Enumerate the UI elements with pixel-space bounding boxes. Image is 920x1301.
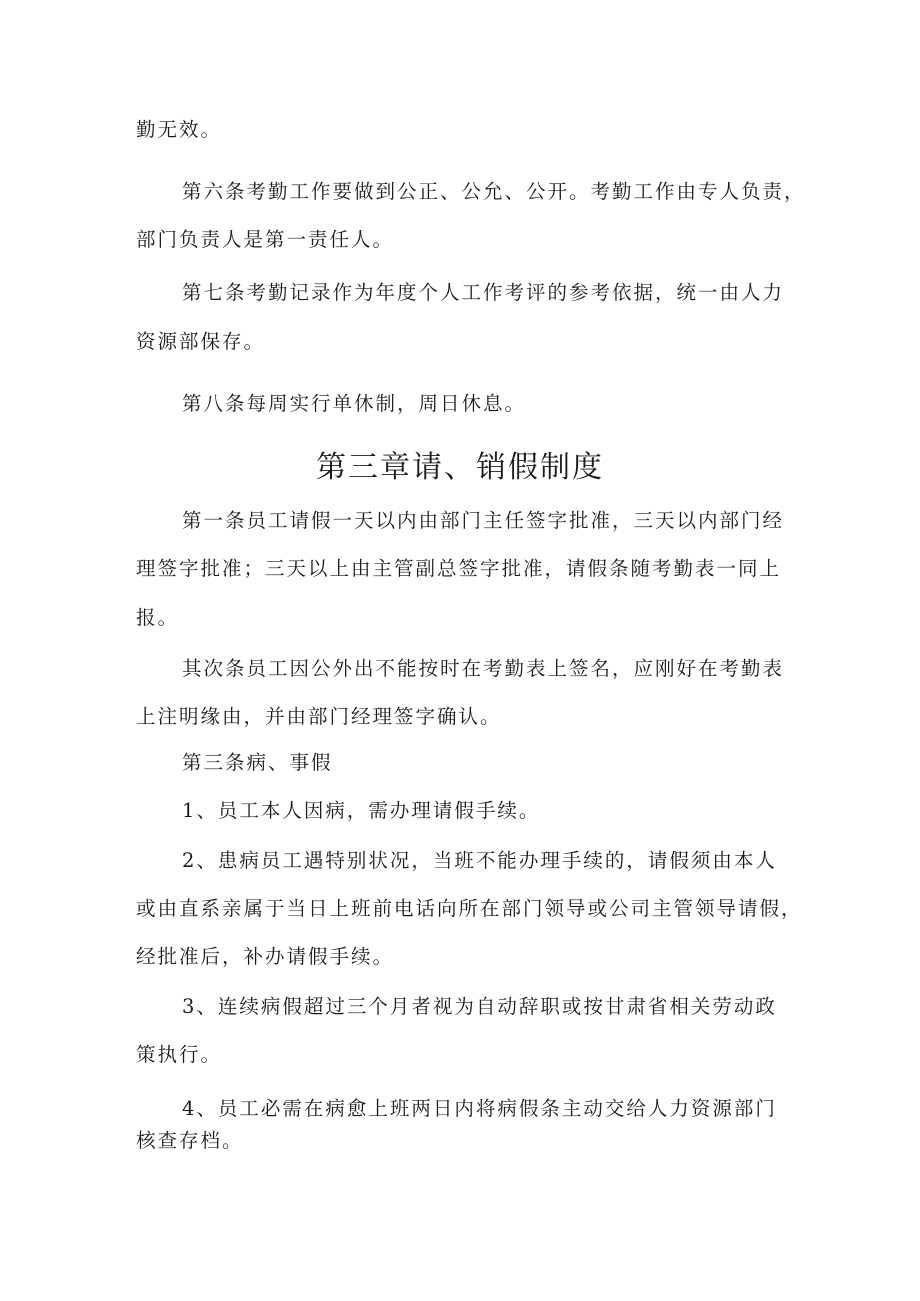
text-line: 勤无效。: [136, 118, 223, 141]
list-item-2-line-3: 经批准后，补办请假手续。: [136, 945, 395, 968]
list-item-1: 1、员工本人因病，需办理请假手续。: [182, 799, 541, 822]
article-8-line: 第八条每周实行单休制，周日休息。: [182, 392, 527, 415]
list-item-3-line-1: 3、连续病假超过三个月者视为自动辞职或按甘肃省相关劳动政: [182, 995, 777, 1018]
article-2-line-2: 上注明缘由，并由部门经理签字确认。: [136, 705, 502, 728]
list-item-3-line-2: 策执行。: [136, 1043, 223, 1066]
article-1-line-3: 报。: [136, 606, 180, 629]
list-item-2-line-1: 2、患病员工遇特别状况，当班不能办理手续的，请假须由本人: [182, 849, 777, 872]
article-7-line-1: 第七条考勤记录作为年度个人工作考评的参考依据，统一由人力: [182, 281, 785, 304]
article-6-line-2: 部门负责人是第一责任人。: [136, 228, 395, 251]
list-item-4-line-1: 4、员工必需在病愈上班两日内将病假条主动交给人力资源部门: [182, 1097, 777, 1120]
article-1-line-1: 第一条员工请假一天以内由部门主任签字批准，三天以内部门经: [182, 509, 785, 532]
article-3-heading: 第三条病、事假: [182, 751, 333, 774]
article-2-line-1: 其次条员工因公外出不能按时在考勤表上签名，应刚好在考勤表: [182, 657, 785, 680]
chapter-title: 第三章请、销假制度: [316, 450, 604, 485]
article-6-line-1: 第六条考勤工作要做到公正、公允、公开。考勤工作由专人负责，: [182, 180, 806, 203]
list-item-2-line-2: 或由直系亲属于当日上班前电话向所在部门领导或公司主管领导请假，: [136, 897, 803, 920]
list-item-4-line-2: 核查存档。: [136, 1129, 244, 1152]
article-1-line-2: 理签字批准；三天以上由主管副总签字批准，请假条随考勤表一同上: [136, 557, 782, 580]
article-7-line-2: 资源部保存。: [136, 330, 266, 353]
